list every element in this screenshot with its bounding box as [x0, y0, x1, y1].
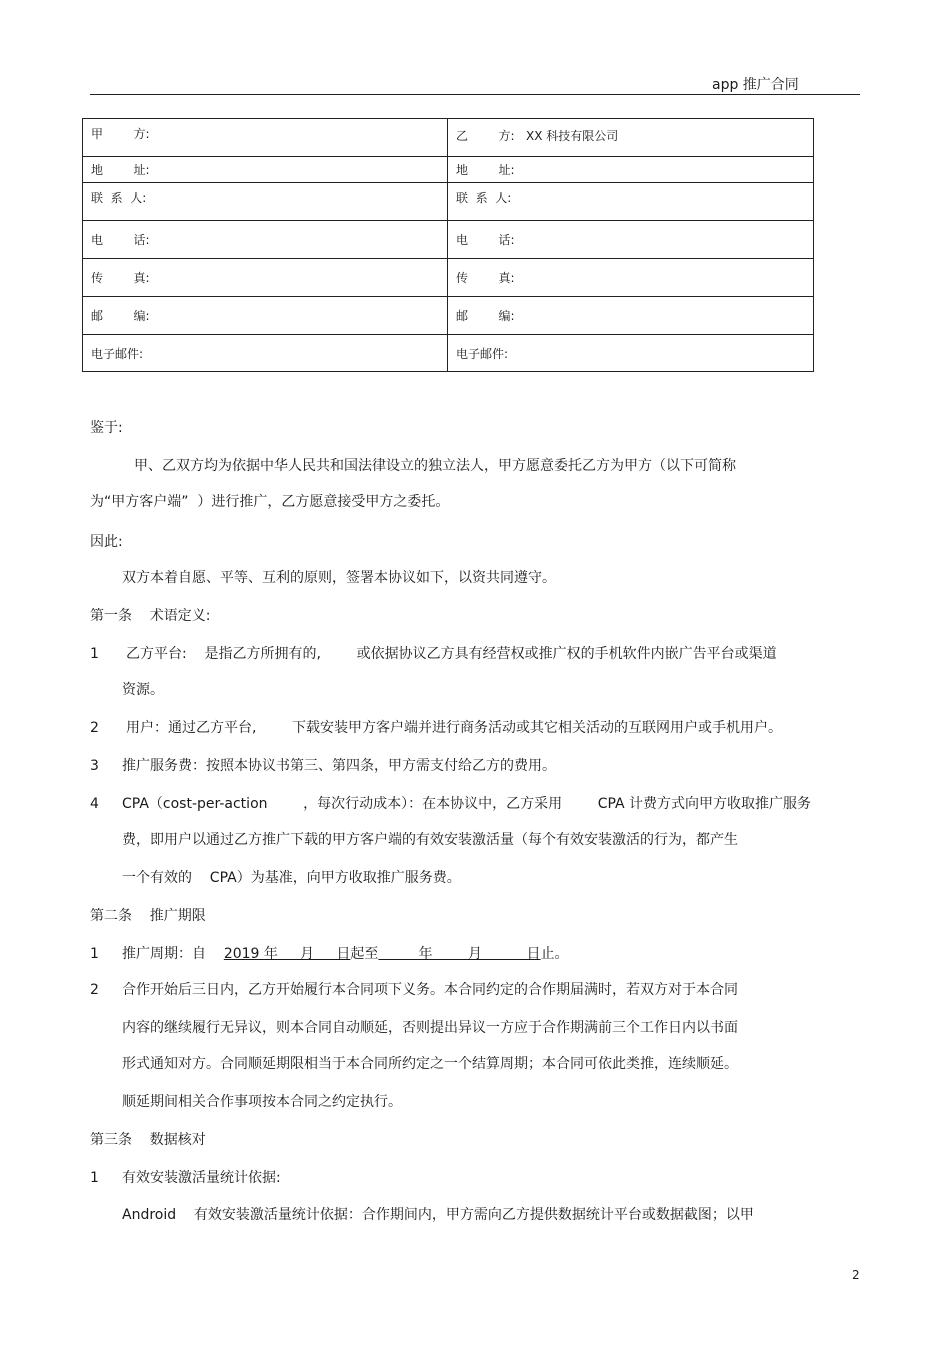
party-a-address-cell: 地 址:: [83, 157, 448, 183]
party-b-email-cell: 电子邮件:: [448, 335, 814, 372]
promotion-period-mid: 起至: [350, 946, 379, 962]
article-1-item-1-line-2: 资源。: [122, 682, 164, 698]
article-1-item-3: 推广服务费：按照本协议书第三、第四条，甲方需支付给乙方的费用。: [122, 758, 556, 774]
item-number: 4: [90, 796, 99, 812]
party-b-fax-cell: 传 真:: [448, 259, 814, 297]
therefore-heading: 因此:: [90, 534, 123, 550]
article-3-android-line: Android 有效安装激活量统计依据：合作期间内，甲方需向乙方提供数据统计平台或数据截图；以甲: [122, 1207, 754, 1223]
article-1-item-2: 用户：通过乙方平台, 下载安装甲方客户端并进行商务活动或其它相关活动的互联网用户或手机用户。: [126, 720, 783, 736]
party-b-contact-cell: 联 系 人:: [448, 183, 814, 221]
party-b-phone-cell: 电 话:: [448, 221, 814, 259]
header-rule: [90, 94, 860, 95]
article-2-heading: 第二条 推广期限: [90, 908, 206, 924]
promotion-period-prefix: 推广周期：自: [122, 946, 224, 962]
promotion-end-date: 年 月 日: [378, 946, 541, 962]
table-row: [83, 157, 814, 183]
article-2-item-2-line-2: 内容的继续履行无异议，则本合同自动顺延，否则提出异议一方应于合作期满前三个工作日内以书面: [122, 1020, 738, 1036]
item-number: 1: [90, 946, 99, 962]
article-2-item-2-line-3: 形式通知对方。合同顺延期限相当于本合同所约定之一个结算周期；本合同可依此类推，连续顺延。: [122, 1056, 738, 1072]
whereas-heading: 鉴于:: [90, 420, 123, 436]
article-1-item-1-line-1: 乙方平台: 是指乙方所拥有的, 或依据协议乙方具有经营权或推广权的手机软件内嵌广告平台或渠道: [126, 646, 777, 662]
article-1-item-4-line-3: 一个有效的 CPA）为基准，向甲方收取推广服务费。: [122, 870, 461, 886]
table-row: [83, 259, 814, 297]
item-number: 2: [90, 720, 99, 736]
article-1-item-4-line-1: CPA（cost-per-action ，每次行动成本）：在本协议中，乙方采用 CPA 计费方式向甲方收取推广服务: [122, 796, 812, 812]
page-number: 2: [852, 1268, 860, 1282]
header-title: app 推广合同: [712, 77, 799, 93]
table-row: [83, 183, 814, 221]
table-row: [83, 335, 814, 372]
party-b-postcode-cell: 邮 编:: [448, 297, 814, 335]
party-a-name-cell: 甲 方:: [83, 119, 448, 157]
item-number: 3: [90, 758, 99, 774]
article-3-heading: 第三条 数据核对: [90, 1132, 206, 1148]
promotion-period-suffix: 止。: [540, 946, 569, 962]
article-2-item-2-line-1: 合作开始后三日内，乙方开始履行本合同项下义务。本合同约定的合作期届满时，若双方对于本合同: [122, 982, 738, 998]
table-row: [83, 297, 814, 335]
article-1-heading: 第一条 术语定义:: [90, 608, 211, 624]
article-2-item-2-line-4: 顺延期间相关合作事项按本合同之约定执行。: [122, 1094, 402, 1110]
whereas-paragraph-line-2: 为“甲方客户端” ）进行推广，乙方愿意接受甲方之委托。: [90, 494, 450, 510]
parties-table: [82, 118, 814, 372]
article-1-item-4-line-2: 费，即用户以通过乙方推广下载的甲方客户端的有效安装激活量（每个有效安装激活的行为，都产生: [122, 832, 738, 848]
whereas-paragraph-line-1: 甲、乙双方均为依据中华人民共和国法律设立的独立法人，甲方愿意委托乙方为甲方（以下可简称: [134, 458, 736, 474]
article-2-item-1: [122, 945, 569, 963]
article-3-item-1: 有效安装激活量统计依据:: [122, 1170, 281, 1186]
party-a-phone-cell: 电 话:: [83, 221, 448, 259]
party-a-contact-cell: 联 系 人:: [83, 183, 448, 221]
party-b-name-cell: 乙 方: XX 科技有限公司: [448, 119, 814, 157]
item-number: 1: [90, 646, 99, 662]
agreement-paragraph: 双方本着自愿、平等、互利的原则，签署本协议如下，以资共同遵守。: [122, 570, 556, 586]
table-row: [83, 221, 814, 259]
party-a-fax-cell: 传 真:: [83, 259, 448, 297]
party-a-email-cell: 电子邮件:: [83, 335, 448, 372]
item-number: 1: [90, 1170, 99, 1186]
item-number: 2: [90, 982, 99, 998]
party-a-postcode-cell: 邮 编:: [83, 297, 448, 335]
party-b-address-cell: 地 址:: [448, 157, 814, 183]
table-row: [83, 119, 814, 157]
promotion-start-date: 2019 年 月 日: [223, 946, 351, 962]
